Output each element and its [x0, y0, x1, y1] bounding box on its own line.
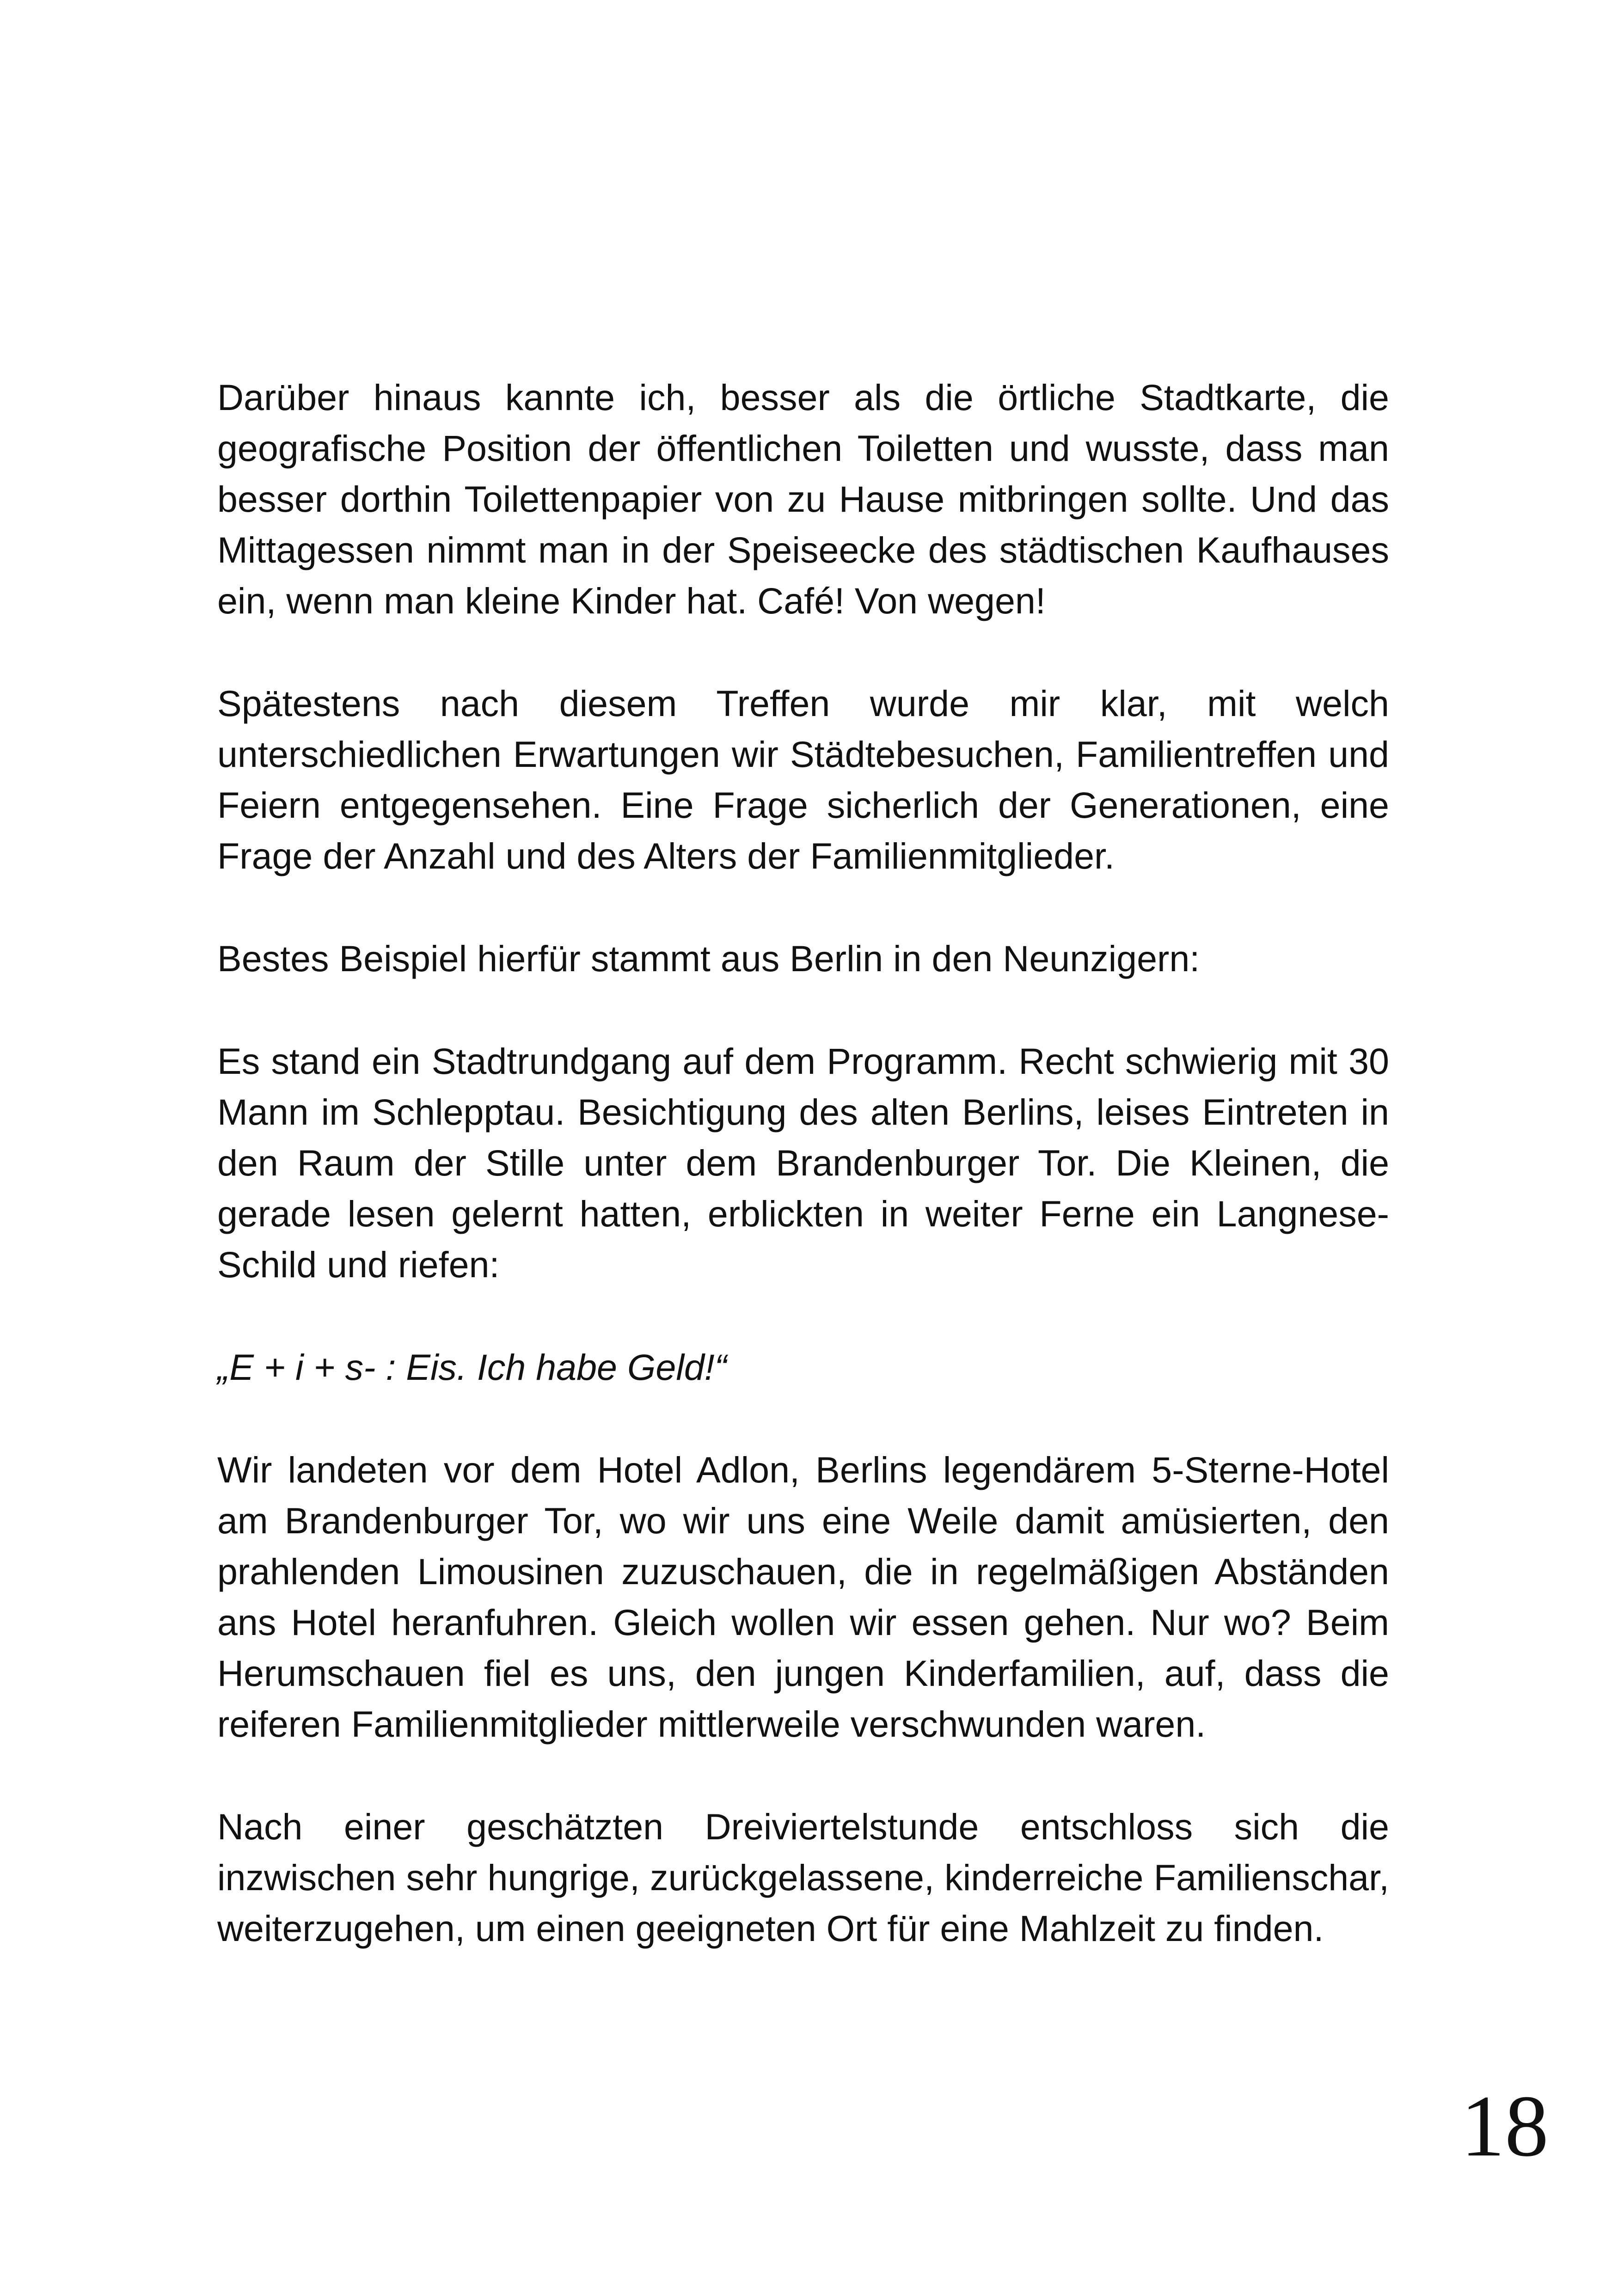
paragraph-4: Es stand ein Stadtrundgang auf dem Programm. Recht schwierig mit 30 Mann im Schlepptau. Besichtigung des alten Berlins, leises Eintreten in den Raum der Stille unter dem Brandenburger Tor. Die Kleinen, die gerade lesen gelernt hatten, erblickten in weiter Ferne ein Langnese-Schild und riefen:: [217, 1041, 1389, 1285]
paragraph-2: Spätestens nach diesem Treffen wurde mir klar, mit welch unterschiedlichen Erwartungen wir Städtebesuchen, Familientreffen und Feiern entgegensehen. Eine Frage sicherlich der Generationen, eine Frage der Anzahl und des Alters der Familienmitglieder.: [217, 683, 1389, 876]
paragraph-6: Wir landeten vor dem Hotel Adlon, Berlins legendärem 5-Sterne-Hotel am Brandenburger Tor, wo wir uns eine Weile damit amüsierten, den prahlenden Limousinen zuzuschauen, die in regelmäßigen Abständen ans Hotel heranfuhren. Gleich wollen wir essen gehen. Nur wo? Beim Herumschauen fiel es uns, den jungen Kinderfamilien, auf, dass die reiferen Familienmitglieder mittlerweile verschwunden waren.: [217, 1449, 1389, 1745]
paragraph-3: Bestes Beispiel hierfür stammt aus Berlin in den Neunzigern:: [217, 938, 1200, 979]
body-text: [217, 372, 1389, 2006]
page-number: 18: [1461, 2078, 1549, 2175]
paragraph-1: Darüber hinaus kannte ich, besser als die örtliche Stadtkarte, die geografische Position der öffentlichen Toiletten und wusste, dass man besser dorthin Toilettenpapier von zu Hause mitbringen sollte. Und das Mittagessen nimmt man in der Speiseecke des städtischen Kaufhauses ein, wenn man kleine Kinder hat. Café! Von wegen!: [217, 377, 1389, 621]
paragraph-7: Nach einer geschätzten Dreiviertelstunde entschloss sich die inzwischen sehr hungrige, zurückgelassene, kinderreiche Familienschar, weiterzugehen, um einen geeigneten Ort für eine Mahlzeit zu finden.: [217, 1806, 1389, 1949]
quote-paragraph: „E + i + s- : Eis. Ich habe Geld!“: [217, 1347, 727, 1388]
